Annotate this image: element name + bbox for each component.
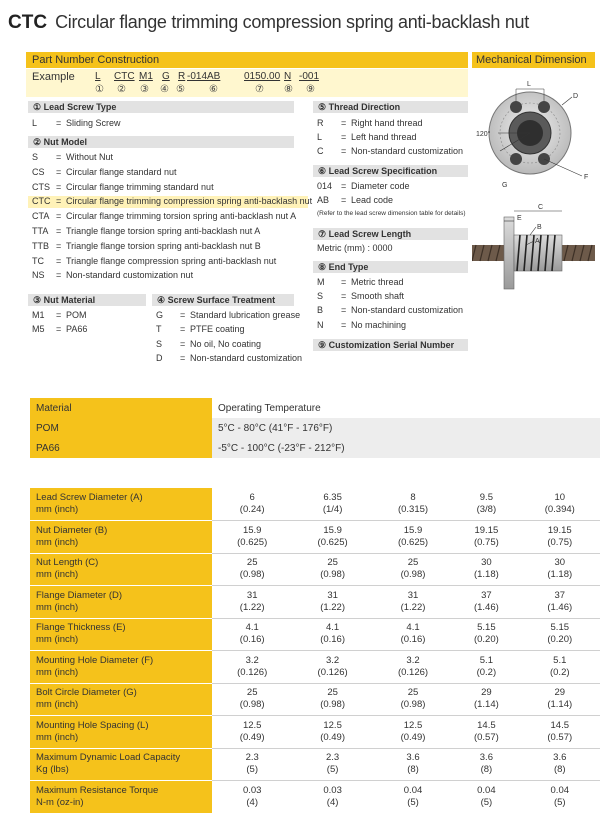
spec-value-imperial: (0.75) (473, 536, 499, 548)
spec-value: 19.15 (474, 524, 499, 536)
spec-value-imperial: (1.14) (473, 699, 499, 711)
spec-value-cell (212, 748, 292, 781)
spec-value-cell (292, 748, 372, 781)
spec-parameter (30, 716, 212, 749)
spec-value-imperial: (5) (553, 797, 566, 808)
section-lead-screw-type: ① Lead Screw Type (28, 101, 294, 113)
spec-value-cell (520, 683, 600, 716)
option-row: G = Standard lubrication grease (156, 310, 301, 320)
spec-value-cell (453, 488, 519, 521)
spec-parameter (30, 748, 212, 781)
spec-value-cell (373, 683, 453, 716)
dim-label-d: D (573, 93, 579, 100)
spec-value: 15.9 (323, 524, 342, 536)
spec-parameter-label: Nut Diameter (B) (36, 524, 108, 536)
section-thread-direction: ⑤ Thread Direction (313, 101, 468, 113)
spec-parameter-unit: mm (inch) (36, 504, 79, 515)
spec-value-cell (520, 553, 600, 586)
option-row: CTS = Circular flange trimming standard nut (32, 182, 214, 192)
flange-front-view (489, 89, 582, 176)
spec-value: 6 (249, 492, 255, 503)
spec-parameter-unit: mm (inch) (36, 536, 79, 548)
option-row: S = Smooth shaft (317, 291, 405, 301)
spec-value-cell (212, 781, 292, 814)
spec-value: 0.03 (242, 785, 262, 796)
spec-value-imperial: (0.24) (239, 504, 265, 515)
spec-value-cell (292, 716, 372, 749)
example-index: ① (95, 84, 104, 95)
spec-value-cell (373, 748, 453, 781)
spec-value-cell (453, 586, 519, 619)
spec-parameter-unit: mm (inch) (36, 731, 79, 743)
option-row: B = Non-standard customization (317, 305, 464, 315)
spec-value-imperial: (0.57) (473, 731, 499, 743)
option-row: NS = Non-standard customization nut (32, 270, 194, 280)
spec-value-imperial: (0.625) (237, 536, 268, 548)
spec-value-cell (292, 781, 372, 814)
nut-side-view (472, 211, 595, 289)
spec-value-imperial: (8) (407, 764, 419, 776)
spec-value-cell (520, 716, 600, 749)
spec-parameter-unit: Kg (lbs) (36, 764, 69, 776)
spec-parameter (30, 781, 212, 814)
example-index: ④ (160, 84, 169, 95)
spec-parameter-unit: mm (inch) (36, 699, 79, 711)
dim-label-l: L (527, 81, 531, 88)
spec-row (30, 683, 600, 716)
spec-value-imperial: (0.394) (544, 504, 575, 515)
mechanical-dimension-header: Mechanical Dimension (472, 52, 595, 68)
spec-parameter-label: Flange Thickness (E) (36, 622, 126, 634)
spec-value-cell (292, 586, 372, 619)
spec-value-cell (520, 781, 600, 814)
example-part: 0150.00 (244, 71, 281, 82)
spec-value-imperial: (8) (553, 764, 566, 776)
spec-value: 30 (554, 557, 566, 569)
material-header: Material (30, 398, 212, 418)
spec-value: 5.1 (479, 654, 493, 666)
spec-value-imperial: (1/4) (322, 504, 343, 515)
spec-value-imperial: (5) (246, 764, 259, 776)
spec-value-cell (453, 683, 519, 716)
specification-table-body (30, 488, 600, 813)
spec-parameter-label: Mounting Hole Diameter (F) (36, 654, 154, 666)
spec-parameter-label: Flange Diameter (D) (36, 589, 123, 601)
dim-label-c: C (538, 204, 544, 211)
spec-value-cell (373, 521, 453, 554)
spec-value-imperial: (5) (407, 797, 419, 808)
spec-parameter (30, 683, 212, 716)
section-nut-model: ② Nut Model (28, 136, 294, 148)
spec-parameter-label: Mounting Hole Spacing (L) (36, 719, 149, 731)
spec-value-imperial: (0.49) (320, 731, 346, 743)
example-part: -014AB (187, 71, 221, 82)
spec-value-imperial: (0.20) (473, 634, 499, 646)
spec-parameter-unit: mm (inch) (36, 634, 79, 646)
spec-value-imperial: (0.625) (317, 536, 348, 548)
spec-value-imperial: (0.98) (400, 569, 426, 581)
spec-value: 0.03 (323, 785, 342, 796)
spec-value: 31 (407, 589, 419, 601)
product-code: CTC (8, 12, 48, 33)
spec-value: 25 (327, 687, 338, 699)
option-row-highlighted: CTC = Circular flange trimming compression spring anti-backlash nut (28, 196, 308, 208)
spec-parameter (30, 651, 212, 684)
product-name: Circular flange trimming compression spring anti-backlash nut (55, 12, 529, 32)
spec-value-imperial: (0.2) (549, 666, 570, 678)
spec-value: 12.5 (323, 719, 342, 731)
spec-value: 25 (327, 557, 338, 569)
spec-value: 5.15 (550, 622, 570, 634)
part-number-header: Part Number Construction (26, 52, 468, 68)
example-part: L (95, 71, 101, 82)
spec-value-imperial: (0.126) (237, 666, 268, 678)
spec-parameter-unit: N-m (oz-in) (36, 796, 84, 808)
option-row: M = Metric thread (317, 277, 404, 287)
option-row: D = Non-standard customization (156, 353, 303, 363)
spec-value: 3.2 (326, 654, 340, 666)
spec-value-imperial: (0.126) (397, 666, 429, 678)
example-label: Example (32, 71, 75, 83)
option-row: S = No oil, No coating (156, 339, 262, 349)
spec-value-cell (212, 521, 292, 554)
dim-label-a: A (535, 238, 540, 245)
material-cell: POM (30, 418, 212, 438)
spec-value-imperial: (1.22) (320, 601, 346, 613)
spec-value-imperial: (1.46) (473, 601, 499, 613)
spec-row (30, 618, 600, 651)
spec-value-imperial: (1.14) (547, 699, 573, 711)
spec-value-cell (373, 716, 453, 749)
spec-parameter-unit: mm (inch) (36, 666, 79, 678)
spec-row (30, 716, 600, 749)
spec-value-cell (453, 781, 519, 814)
spec-value-imperial: (0.20) (547, 634, 573, 646)
example-index: ⑧ (284, 84, 293, 95)
spec-value: 37 (481, 589, 492, 601)
length-text: Metric (mm) : 0000 (317, 243, 393, 253)
spec-value: 31 (246, 589, 258, 601)
temperature-cell: -5°C - 100°C (-23°F - 212°F) (212, 438, 600, 458)
spec-value-cell (212, 488, 292, 521)
option-row: CS = Circular flange standard nut (32, 167, 177, 177)
option-row: AB = Lead code (317, 195, 394, 205)
spec-value: 29 (481, 687, 492, 699)
spec-value-imperial: (4) (246, 797, 259, 808)
spec-value-cell (520, 748, 600, 781)
spec-value: 14.5 (550, 719, 570, 731)
mechanical-dimension-drawing (472, 69, 595, 301)
spec-value: 3.6 (553, 752, 567, 764)
dim-label-e: E (517, 215, 522, 222)
option-row: T = PTFE coating (156, 324, 245, 334)
spec-value: 10 (554, 492, 566, 503)
spec-value: 12.5 (242, 719, 262, 731)
spec-value-cell (373, 553, 453, 586)
spec-value-cell (373, 488, 453, 521)
spec-value-imperial: (0.57) (547, 731, 573, 743)
spec-value-imperial: (0.625) (397, 536, 429, 548)
spec-row (30, 553, 600, 586)
spec-value-cell (212, 618, 292, 651)
spec-value-cell (373, 781, 453, 814)
spec-value: 15.9 (403, 524, 423, 536)
example-part: -001 (299, 71, 320, 82)
spec-value: 37 (554, 589, 566, 601)
example-index: ③ (140, 84, 149, 95)
spec-value-cell (520, 618, 600, 651)
spec-parameter-label: Maximum Dynamic Load Capacity (36, 752, 181, 764)
spec-value-cell (373, 586, 453, 619)
spec-value-imperial: (0.16) (239, 634, 265, 646)
example-part: R (178, 71, 186, 82)
spec-row (30, 781, 600, 814)
material-cell: PA66 (30, 438, 212, 458)
spec-value-cell (453, 716, 519, 749)
example-index: ② (117, 84, 126, 95)
option-row: TC = Triangle flange compression spring anti-backlash nut (32, 256, 277, 266)
section-surface-treatment: ④ Screw Surface Treatment (152, 294, 294, 306)
option-row: C = Non-standard customization (317, 146, 464, 156)
spec-value-imperial: (1.18) (547, 569, 573, 581)
spec-value-imperial: (1.22) (400, 601, 426, 613)
spec-value-imperial: (5) (480, 797, 493, 808)
spec-value-imperial: (1.46) (547, 601, 573, 613)
spec-value: 8 (410, 492, 416, 503)
spec-value: 0.04 (550, 785, 570, 796)
spec-parameter-label: Maximum Resistance Torque (36, 784, 159, 796)
spec-value-imperial: (0.98) (400, 699, 426, 711)
spec-parameter (30, 553, 212, 586)
spec-value-cell (373, 651, 453, 684)
spec-value: 0.04 (403, 785, 423, 796)
option-row: TTB = Triangle flange torsion spring anti-backlash nut B (32, 241, 261, 251)
spec-value: 9.5 (479, 492, 493, 503)
spec-value-imperial: (1.22) (239, 601, 265, 613)
dim-label-g: G (502, 182, 508, 189)
spec-parameter-label: Nut Length (C) (36, 557, 99, 569)
spec-value: 30 (481, 557, 492, 569)
spec-value: 25 (246, 687, 258, 699)
example-part: N (284, 71, 292, 82)
dim-label-b: B (537, 224, 542, 231)
spec-value: 5.15 (477, 622, 496, 634)
example-index: ⑥ (209, 84, 218, 95)
spec-value: 6.35 (323, 492, 342, 503)
spec-row (30, 651, 600, 684)
spec-value: 12.5 (403, 719, 423, 731)
example-part: CTC (114, 71, 135, 82)
spec-parameter (30, 521, 212, 554)
option-row: R = Right hand thread (317, 118, 423, 128)
spec-value-imperial: (0.16) (320, 634, 346, 646)
section-lead-screw-length: ⑦ Lead Screw Length (313, 228, 468, 240)
spec-value-cell (453, 618, 519, 651)
option-row: S = Without Nut (32, 152, 114, 162)
part-number-example (26, 69, 468, 97)
spec-value-cell (212, 683, 292, 716)
spec-value-cell (520, 651, 600, 684)
example-index: ⑤ (176, 84, 185, 95)
spec-value-imperial: (1.18) (473, 569, 499, 581)
spec-value-cell (292, 521, 372, 554)
spec-row (30, 748, 600, 781)
spec-value: 5.1 (553, 654, 567, 666)
spec-value-imperial: (0.126) (317, 666, 348, 678)
spec-value: 31 (327, 589, 338, 601)
dim-label-f: F (584, 174, 589, 181)
spec-value: 2.3 (245, 752, 259, 764)
option-row: L = Sliding Screw (32, 118, 121, 128)
spec-value: 4.1 (245, 622, 259, 634)
spec-value: 25 (246, 557, 258, 569)
spec-value: 4.1 (326, 622, 340, 634)
example-index: ⑦ (255, 84, 264, 95)
spec-value-cell (520, 521, 600, 554)
section-serial-number: ⑨ Customization Serial Number (313, 339, 468, 351)
temperature-cell: 5°C - 80°C (41°F - 176°F) (212, 418, 600, 438)
spec-value-cell (212, 651, 292, 684)
spec-value-imperial: (0.315) (397, 504, 429, 515)
spec-note: (Refer to the lead screw dimension table for details) (317, 210, 466, 217)
spec-value-cell (292, 618, 372, 651)
option-row: L = Left hand thread (317, 132, 417, 142)
spec-value-cell (520, 488, 600, 521)
spec-value-cell (453, 748, 519, 781)
spec-parameter-label: Bolt Circle Diameter (G) (36, 687, 137, 699)
spec-value-imperial: (0.98) (239, 569, 265, 581)
spec-value: 15.9 (242, 524, 262, 536)
spec-value: 3.2 (406, 654, 420, 666)
spec-parameter (30, 586, 212, 619)
spec-parameter (30, 618, 212, 651)
spec-value: 25 (407, 687, 419, 699)
table-header-row (30, 398, 600, 418)
spec-value-imperial: (0.98) (239, 699, 265, 711)
spec-value-imperial: (0.2) (476, 666, 497, 678)
spec-value-imperial: (5) (326, 764, 339, 776)
option-row: M1 = POM (32, 310, 87, 320)
section-lead-screw-spec: ⑥ Lead Screw Specification (313, 165, 468, 177)
spec-parameter-unit: mm (inch) (36, 569, 79, 581)
spec-value-cell (453, 553, 519, 586)
page-title (8, 12, 598, 38)
table-row (30, 418, 600, 438)
option-row: CTA = Circular flange trimming torsion spring anti-backlash nut A (32, 211, 297, 221)
spec-value-cell (212, 586, 292, 619)
example-index: ⑨ (306, 84, 315, 95)
spec-value-cell (212, 716, 292, 749)
table-row (30, 438, 600, 458)
spec-value-imperial: (0.16) (400, 634, 426, 646)
spec-value: 25 (407, 557, 419, 569)
section-nut-material: ③ Nut Material (28, 294, 146, 306)
spec-value: 3.6 (406, 752, 420, 764)
spec-value-imperial: (0.98) (320, 569, 346, 581)
spec-parameter-label: Lead Screw Diameter (A) (36, 492, 143, 503)
spec-value: 19.15 (547, 524, 572, 536)
spec-value: 0.04 (477, 785, 496, 796)
spec-value-cell (520, 586, 600, 619)
spec-value-imperial: (3/8) (476, 504, 497, 515)
spec-value-imperial: (8) (480, 764, 493, 776)
spec-row (30, 488, 600, 521)
option-row: 014 = Diameter code (317, 181, 410, 191)
spec-value-cell (453, 651, 519, 684)
dim-label-angle: 120° (476, 131, 491, 138)
spec-value-cell (292, 488, 372, 521)
spec-parameter-unit: mm (inch) (36, 601, 79, 613)
spec-value-cell (453, 521, 519, 554)
spec-value-cell (292, 651, 372, 684)
option-row: N = No machining (317, 320, 407, 330)
example-part: M1 (139, 71, 153, 82)
spec-value-cell (292, 553, 372, 586)
spec-value-imperial: (0.49) (400, 731, 426, 743)
operating-temperature-table (30, 398, 600, 458)
spec-value-cell (212, 553, 292, 586)
spec-value: 2.3 (326, 752, 340, 764)
spec-value: 29 (554, 687, 566, 699)
spec-value: 3.6 (479, 752, 493, 764)
spec-value: 3.2 (245, 654, 259, 666)
specification-table (30, 488, 600, 814)
example-part: G (162, 71, 170, 82)
spec-value-imperial: (4) (326, 797, 339, 808)
spec-value-imperial: (0.75) (547, 536, 573, 548)
spec-value-imperial: (0.49) (239, 731, 265, 743)
spec-row (30, 521, 600, 554)
spec-row (30, 586, 600, 619)
spec-parameter (30, 488, 212, 521)
temperature-header: Operating Temperature (212, 398, 600, 418)
option-row: TTA = Triangle flange torsion spring anti-backlash nut A (32, 226, 261, 236)
spec-value: 4.1 (406, 622, 420, 634)
spec-value-cell (373, 618, 453, 651)
spec-value-imperial: (0.98) (320, 699, 346, 711)
option-row: M5 = PA66 (32, 324, 88, 334)
section-end-type: ⑧ End Type (313, 261, 468, 273)
spec-value: 14.5 (477, 719, 496, 731)
spec-value-cell (292, 683, 372, 716)
